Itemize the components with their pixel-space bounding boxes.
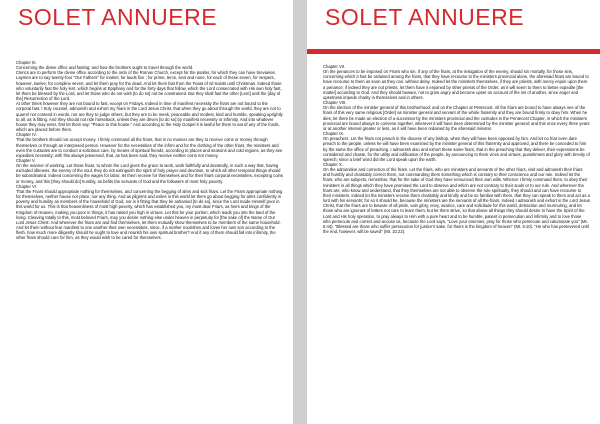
chapter-heading: Chapter IX. [323, 131, 345, 137]
chapter-heading: Chapter V. [16, 157, 36, 163]
paragraph: Concerning the divine office and fasting; and how the brothers ought to travel through the world. [16, 65, 194, 71]
paragraph: On the admonition and correction of the friars. Let the friars, who are ministers and servants of the other friars, visit and admonish their friars and humbly and charitably correct them, not commanding them something which is contrary to their conscience and our rule. Indeed let the friars, who are subjects, remember, that for the sake of God they have renounced their own wills. Whence I firmly command them, to obey their ministers in all things which they have promised the Lord to observe and which are not contrary to their souls or to our rule. And wherever the friars are, who know and understand, that they themselves are not able to observe the rule spiritually, they should and can have recourse to their ministers. Indeed let the ministers receive them charitably and kindly and be so familiar with them, that they can speak to them and act as a lord with his servants; for so it should be, because the ministers are the servants of all the friars. Indeed I admonish and exhort in the Lord Jesus Christ, that the friars are to beware of all pride, vain glory, envy, avarice, care and solicitude for this world, detraction and murmuring, and let those who are ignorant of letters not care to learn them; but let them strive, so that above all things they should desire to have the Spirit of the Lord and His holy operation, to pray always to Him with a pure heart and to be humble, patient in persecution and infirmity and to love those who persecute and correct and accuse us, because the Lord says, "Love your enemies, pray for those who persecute and calumniate you" (Mt. 5:44). "Blessed are those who suffer persecution for justice's sake, for theirs is the kingdom of heaven" (Mt. 5:10). "He who has persevered until the end, however, will be saved" (Mt. 10:22). [323, 167, 590, 234]
paragraph: On the election of the minister general of this brotherhood; and on the Chapter at Pentecost. All the friars are bound to have always one of the friars of this very same religious [Order] as minister general and servant of the whole fraternity and they are bound firmly to obey him. When he dies, let there be made an election of a successor by the ministers provincial and the custodes in the Pentecost Chapter, in which the ministers provincial are bound always to convene together, wherever it will have been determined by the minister general; and this once every three years or at another interval greater or less, as it will have been ordained by the aforesaid minister. [323, 105, 590, 131]
chapter-heading: Chapter X. [323, 161, 344, 167]
paragraph: On preachers. Let the friars not preach in the diocese of any bishop, when they will have been opposed by him. And let no friar even dare preach to the people, unless he will have been examined by the minister general of this fraternity and approved, and there be conceded to him by the same the office of preaching. I admonish also and exhort these same friars, that in the preaching that they deliver, their expressions be considered and chaste, for the utility and edification of the people, by announcing to them vices and virtues, punishment and glory with brevity of speech; since a brief word did the Lord speak upon the earth. [323, 136, 590, 162]
chapter-heading: Chapter VII. [323, 64, 346, 69]
left-page [0, 0, 293, 424]
page-body [16, 60, 283, 240]
right-page [307, 0, 600, 424]
page-body [323, 64, 590, 234]
title-rule [307, 49, 600, 54]
page-title: SOLET ANNUERE [325, 4, 525, 30]
paragraph: On the penances to be imposed on Friars who sin. If any of the friars, at the instigation of the enemy, should sin mortally, for those sins, concerning which it has be ordained among the friars, that they have recourse to the ministers provincial alone, the aforesaid friars are bound to have recourse to them as soon as they can, without delay. Indeed let the ministers themselves, if they are priests, with mercy enjoin upon them a penance; if indeed they are not priests, let them have it enjoined by other priests of the Order, as it will seem to them to better expedite [the matter] according to God. And they should beware, not to grow angry and become upset on account of the sin of another, since anger and upsetness impede charity in themselves and in others. [323, 69, 589, 100]
chapter-heading: Chapter III. [16, 60, 37, 65]
page-title: SOLET ANNUERE [18, 4, 218, 30]
paragraph: That the Friars should appropriate nothing for themselves, and concerning the begging of alms and sick friars. Let the Friars appropriate nothing for themselves, neither house nor place, nor any thing. And as pilgrims and exiles in this world let them go about begging for alms confidently in poverty and humility as members of the household of God, nor is it fitting that they be ashamed [to do so], since the Lord made Himself poor in this world for us. This is that heavenliness of most high poverty, which has established you, my most dear Friars, as heirs and kings of the Kingdom of Heaven, making you poor in things, it has raised you high in virtues. Let this be your portion, which leads you into the land of the living. Cleaving totally to this, most beloved Friars, may you desire nothing else under heaven in perpetuity for [the sake of] the Name of Our Lord Jesus Christ. And wherever the friars are and find themselves, let them mutually show themselves to be members of the same household. And let them without fear manifest to one another their own necessities, since, if a mother nourishes and loves her own son according to the flesh, how much more diligently should he ought to love and nourish his own spiritual brother? And if any of them should fall into infirmity, the other friars should care for him, as they would wish to be cared for themselves. [16, 188, 283, 241]
paragraph: On the manner of working. Let those friars, to whom the Lord gives the grace to work, work faithfully and devotedly, in such a way that, having excluded idleness, the enemy of the soul, they do not extinguish the spirit of holy prayer and devotion, to which all other temporal things should be subordinated. Indeed concerning the wages for labor, let them receive for themselves and for their friars corporal necessities, excepting coins or money, and this [they should do] humbly, as befits the servants of God and the followers of most holy poverty. [16, 163, 283, 184]
paragraph: That the brothers should not accept money. I firmly command all the friars, that in no manner are they to receive coins or money through themselves or through an interposed person. However for the necessities of the infirm and for the clothing of the other friars, the ministers and even the custodes are to conduct a solicitous care, by means of spiritual friends, according to places and seasons and cold regions, as they see expedites necessity; with this always preserved, that, as has been said, they receive neither coins nor money. [16, 137, 283, 158]
page-gutter [293, 0, 307, 424]
paragraph: Clerics are to perform the divine office according to the ordo of the Roman Church, except for the psalter, for which they can have breviaries. Laymen are to say twenty-four "Our Fathers" for matins; for lauds five ; for prime, terce, sext and none, for each of these seven, for vespers, however, twelve; for compline seven; and let them pray for the dead. And let them fast from the Feast of All Saints until Christmas. Indeed those who voluntarily fast the holy lent, which begins at Epiphany and for the forty days that follow, which the Lord consecrated with His own holy fast, let them be blessed by the Lord, and let those who do not wish [to do so] not be constrained. But they shall fast the other [Lent] until the [day of the] Resurrection of the Lord. [16, 70, 282, 102]
chapter-heading: Chapter VIII. [323, 100, 347, 106]
chapter-heading: Chapter VI. [16, 183, 38, 189]
paragraph: At other times however they are not bound to fast, except on Fridays. Indeed in time of manifest necessity the friars are not bound to the corporal fast. I truly counsel, admonish and exhort my friars in the Lord Jesus Christ, that when they go about through the world, they are not to quarrel nor contend in words, nor are they to judge others, but they are to be meek, peaceable and modest, kind and humble, speaking uprightly to all, as is fitting. And they should not ride horseback, unless they are driven [to do so] by manifest necessity or infirmity. And into whatever house they may enter, first let them say: "Peace to this house." And according to the Holy Gospel it is lawful for them to eat of any of the foods, which are placed before them. [16, 101, 283, 133]
chapter-heading: Chapter IV. [16, 132, 37, 138]
